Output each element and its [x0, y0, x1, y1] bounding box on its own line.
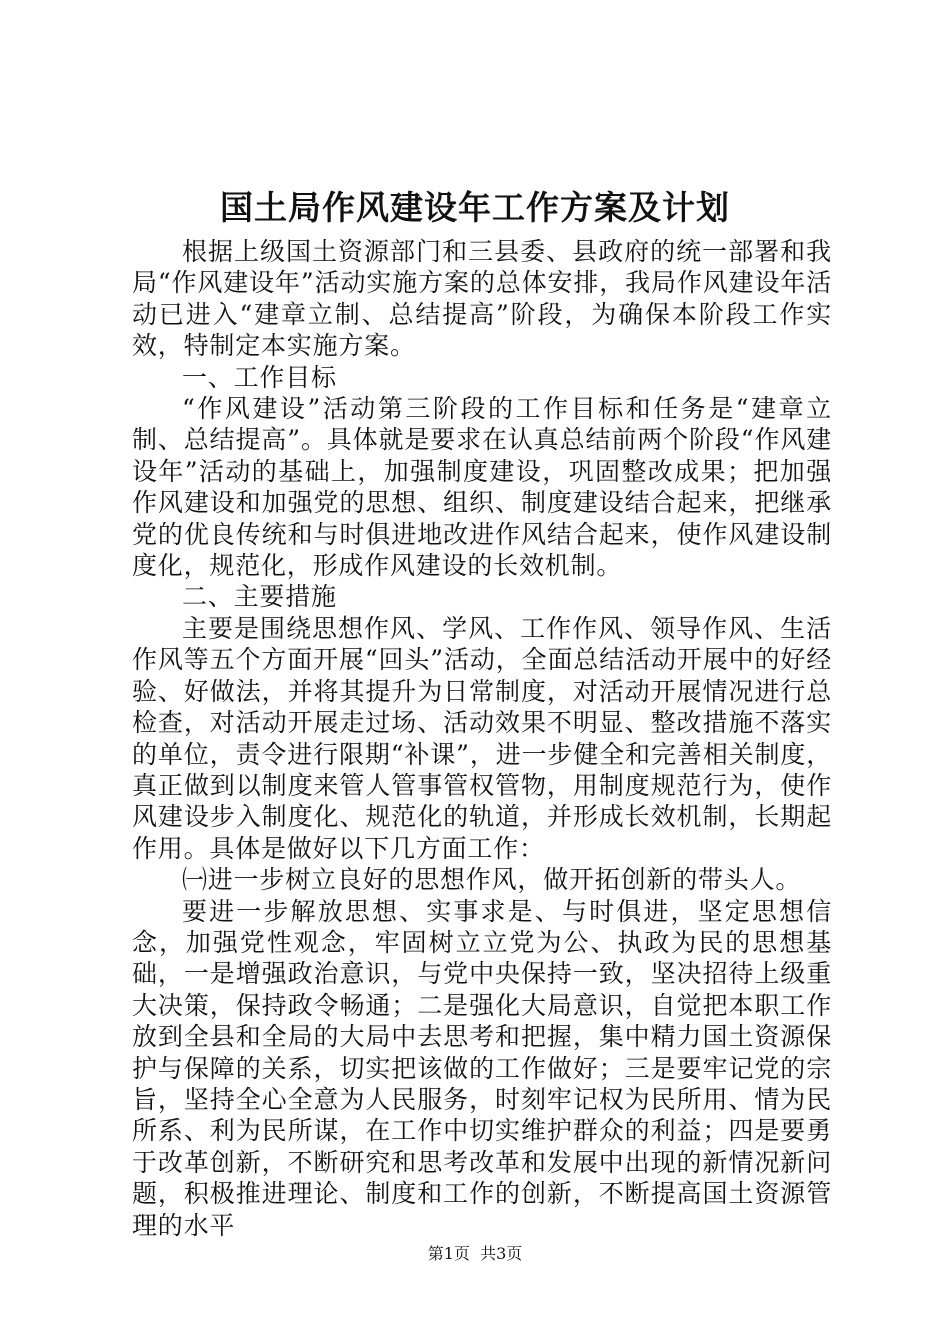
section-heading-measures: 二、主要措施: [182, 582, 337, 612]
section-heading-goals: 一、工作目标: [182, 362, 337, 392]
page-number: 第1页: [427, 1244, 470, 1263]
thinking-style-paragraph: 要进一步解放思想、实事求是、与时俱进，坚定思想信念，加强党性观念，牢固树立立党为公、执政为民的思想基础，一是增强政治意识，与党中央保持一致，坚决招待上级重大决策，保持政令畅通；二是强化大局意识，自觉把本职工作放到全县和全局的大局中去思考和把握，集中精力国土资源保护与保障的关系，切实把该做的工作做好；三是要牢记党的宗旨，坚持全心全意为人民服务，时刻牢记权为民所用、情为民所系、利为民所谋，在工作中切实维护群众的利益；四是要勇于改革创新，不断研究和思考改革和发展中出现的新情况新问题，积极推进理论、制度和工作的创新，不断提高国土资源管理的水平: [132, 896, 832, 1240]
subsection-heading-thinking-style: ㈠进一步树立良好的思想作风，做开拓创新的带头人。: [182, 865, 802, 895]
document-body: [132, 236, 832, 1241]
page-footer: [0, 1244, 950, 1264]
document-title: 国土局作风建设年工作方案及计划: [220, 188, 730, 227]
intro-paragraph: 根据上级国土资源部门和三县委、县政府的统一部署和我局“作风建设年”活动实施方案的总体安排，我局作风建设年活动已进入“建章立制、总结提高”阶段，为确保本阶段工作实效，特制定本实施方案。: [132, 237, 832, 361]
goals-paragraph: “作风建设”活动第三阶段的工作目标和任务是“建章立制、总结提高”。具体就是要求在认真总结前两个阶段“作风建设年”活动的基础上，加强制度建设，巩固整改成果；把加强作风建设和加强党的思想、组织、制度建设结合起来，把继承党的优良传统和与时俱进地改进作风结合起来，使作风建设制度化，规范化，形成作风建设的长效机制。: [132, 394, 832, 581]
page-total: 共3页: [480, 1244, 523, 1263]
measures-paragraph: 主要是围绕思想作风、学风、工作作风、领导作风、生活作风等五个方面开展“回头”活动，全面总结活动开展中的好经验、好做法，并将其提升为日常制度，对活动开展情况进行总检查，对活动开展走过场、活动效果不明显、整改措施不落实的单位，责令进行限期“补课”，进一步健全和完善相关制度，真正做到以制度来管人管事管权管物，用制度规范行为，使作风建设步入制度化、规范化的轨道，并形成长效机制，长期起作用。具体是做好以下几方面工作：: [132, 613, 832, 863]
